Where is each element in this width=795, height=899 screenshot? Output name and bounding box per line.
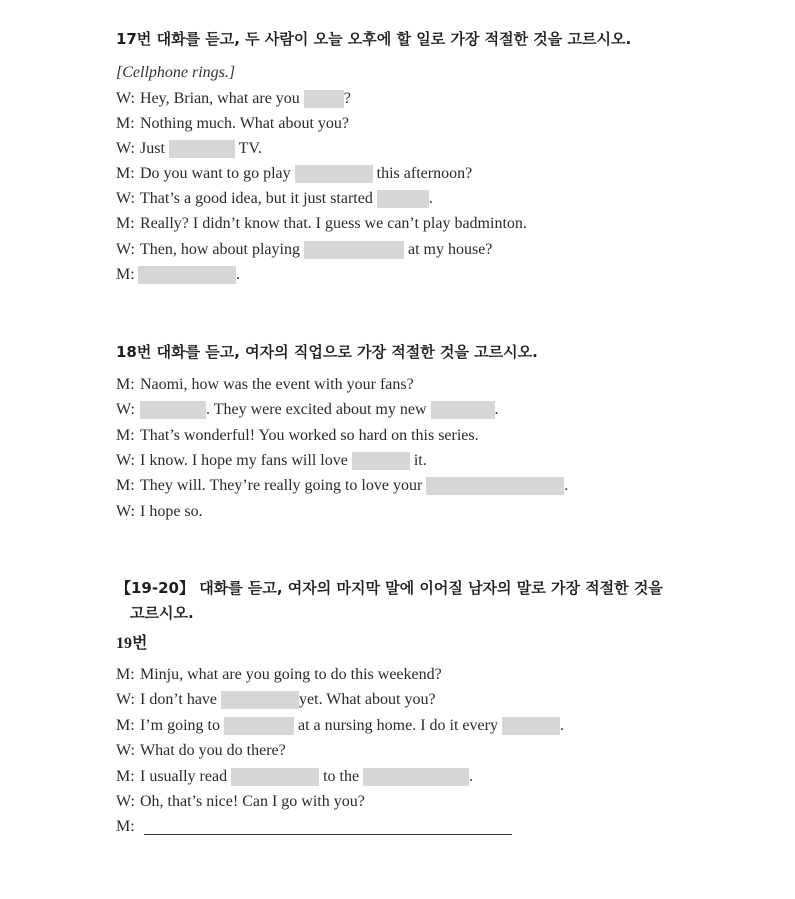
speaker-label: W: xyxy=(116,190,135,207)
q18-title: 18번 대화를 듣고, 여자의 직업으로 가장 적절한 것을 고르시오. xyxy=(116,343,538,361)
q17-line-7 xyxy=(116,240,492,260)
dialogue-text: What do you do there? xyxy=(140,742,286,759)
redacted-blank xyxy=(363,768,469,786)
dialogue-text: Then, how about playing xyxy=(140,241,304,258)
speaker-label: M: xyxy=(116,215,135,232)
speaker-label: M: xyxy=(116,717,135,734)
redacted-blank xyxy=(352,452,410,470)
dialogue-text: yet. What about you? xyxy=(299,691,436,708)
redacted-blank xyxy=(502,717,560,735)
q18-line-5 xyxy=(116,476,568,496)
dialogue-text: to the xyxy=(319,768,364,785)
q19-line-6 xyxy=(116,792,365,812)
q19-line-4 xyxy=(116,741,286,761)
redacted-blank xyxy=(304,241,404,259)
dialogue-text: I usually read xyxy=(140,768,232,785)
dialogue-text: Oh, that’s nice! Can I go with you? xyxy=(140,793,365,810)
answer-blank-line xyxy=(144,820,512,835)
q19-20-title-continuation: 고르시오. xyxy=(130,604,194,622)
speaker-label: W: xyxy=(116,793,135,810)
speaker-label: M: xyxy=(116,768,135,785)
q19-line-3 xyxy=(116,716,564,736)
redacted-blank xyxy=(304,90,344,108)
speaker-label: W: xyxy=(116,742,135,759)
dialogue-text: They will. They’re really going to love your xyxy=(140,477,427,494)
dialogue-text: I hope so. xyxy=(140,503,203,520)
dialogue-text: Nothing much. What about you? xyxy=(140,115,349,132)
dialogue-text: . xyxy=(236,266,240,283)
redacted-blank xyxy=(224,717,294,735)
q18-line-6 xyxy=(116,502,203,522)
redacted-blank xyxy=(138,266,236,284)
q18-line-2 xyxy=(116,400,499,420)
redacted-blank xyxy=(431,401,495,419)
redacted-blank xyxy=(231,768,319,786)
dialogue-text: That’s a good idea, but it just started xyxy=(140,190,377,207)
q19-line-1 xyxy=(116,665,442,685)
q19-line-7 xyxy=(116,817,512,837)
q17-line-8 xyxy=(116,265,240,285)
q17-line-3 xyxy=(116,139,262,159)
stage-direction: [Cellphone rings.] xyxy=(116,64,236,81)
speaker-label: W: xyxy=(116,401,135,418)
q17-line-5 xyxy=(116,189,433,209)
speaker-label: M: xyxy=(116,666,135,683)
dialogue-text: . xyxy=(469,768,474,785)
speaker-label: W: xyxy=(116,90,135,107)
redacted-blank xyxy=(140,401,206,419)
dialogue-text: Hey, Brian, what are you xyxy=(140,90,304,107)
speaker-label: M: xyxy=(116,376,135,393)
speaker-label: M: xyxy=(116,115,135,132)
q17-line-2 xyxy=(116,114,349,134)
speaker-label: M: xyxy=(116,427,135,444)
dialogue-text: at a nursing home. I do it every xyxy=(294,717,502,734)
dialogue-text: Just xyxy=(140,140,169,157)
q17-title: 17번 대화를 듣고, 두 사람이 오늘 오후에 할 일로 가장 적절한 것을 고르시오. xyxy=(116,30,632,48)
dialogue-text: I know. I hope my fans will love xyxy=(140,452,352,469)
q17-note xyxy=(116,63,235,83)
speaker-label: W: xyxy=(116,691,135,708)
redacted-blank xyxy=(295,165,373,183)
q19-20-title: 【19-20】 대화를 듣고, 여자의 마지막 말에 이어질 남자의 말로 가장 적절한 것을 xyxy=(116,579,663,597)
dialogue-text: at my house? xyxy=(403,241,493,258)
speaker-label: M: xyxy=(116,818,135,835)
q17-line-4 xyxy=(116,164,472,184)
q19-line-5 xyxy=(116,767,473,787)
dialogue-text: . xyxy=(564,477,569,494)
dialogue-text: ? xyxy=(343,90,351,107)
q18-line-3 xyxy=(116,426,479,446)
redacted-blank xyxy=(426,477,564,495)
q19-subtitle: 19번 xyxy=(116,635,148,652)
q19-line-2 xyxy=(116,690,436,710)
dialogue-text: TV. xyxy=(234,140,262,157)
dialogue-text: Minju, what are you going to do this weekend? xyxy=(140,666,442,683)
dialogue-text: it. xyxy=(409,452,427,469)
dialogue-text: . xyxy=(559,717,564,734)
redacted-blank xyxy=(169,140,235,158)
speaker-label: W: xyxy=(116,503,135,520)
dialogue-text: . They were excited about my new xyxy=(206,401,431,418)
dialogue-text: I’m going to xyxy=(140,717,224,734)
dialogue-text: Really? I didn’t know that. I guess we can’t play badminton. xyxy=(140,215,527,232)
dialogue-text: Naomi, how was the event with your fans? xyxy=(140,376,414,393)
q18-line-1 xyxy=(116,375,414,395)
redacted-blank xyxy=(221,691,299,709)
q17-line-6 xyxy=(116,214,527,234)
dialogue-text: Do you want to go play xyxy=(140,165,295,182)
q18-line-4 xyxy=(116,451,427,471)
dialogue-text: . xyxy=(494,401,499,418)
dialogue-text: this afternoon? xyxy=(372,165,473,182)
redacted-blank xyxy=(377,190,429,208)
dialogue-text: . xyxy=(428,190,433,207)
dialogue-text: That’s wonderful! You worked so hard on this series. xyxy=(140,427,479,444)
q17-line-1 xyxy=(116,89,351,109)
speaker-label: W: xyxy=(116,140,135,157)
speaker-label: M: xyxy=(116,477,135,494)
speaker-label: W: xyxy=(116,452,135,469)
speaker-label: M: xyxy=(116,165,135,182)
speaker-label: M: xyxy=(116,266,135,283)
dialogue-text: I don’t have xyxy=(140,691,222,708)
speaker-label: W: xyxy=(116,241,135,258)
